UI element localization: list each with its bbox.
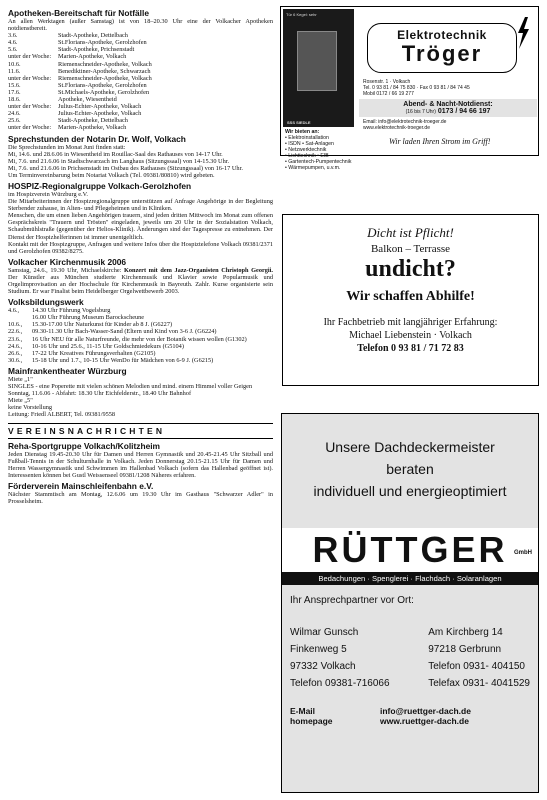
ad-headline-4: Wir schaffen Abhilfe!	[346, 289, 475, 304]
troeger-notdienst	[359, 99, 537, 117]
door-intercom-image	[297, 31, 337, 91]
apotheke-date: unter der Woche:	[8, 74, 52, 82]
apotheke-date: 10.6.	[8, 60, 21, 68]
hospiz-text: im Hospizverein Würzburg e.V. Die Mitarbeiterinnen der Hospizregionalgruppe unterstützen auf Anfrage Angehörige in der Begleitung Sterbender zuhause, in Alten- und Pflegeheimen und in Kliniken. Menschen, die um einen lieben Angehörigen trauern, sind jeden dritten Mittwoch im Monat zum offenen Gesprächskreis "Trauern und Trösten" eingeladen, jeweils um 20 Uhr in der Sozialstation Volkach, Schaubmühlstraße (gegenüber der Helios-Klinik). Änderungen sind der Tagespresse zu entnehmen. Der Dienst der Hospizhelferinnen ist immer unentgeltlich. Kontakt mit der Hospizgruppe, Anfragen und weitere Infos über die Hospiztelefone Volkach 09381/2371 und Gerolzhofen 09382/8275.	[8, 190, 273, 255]
vereinsnachrichten-divider: VEREINSNACHRICHTEN	[8, 423, 273, 439]
vhs-event: 15.30-17.00 Uhr Naturkunst für Kinder ab 8 J. (G6227)	[32, 321, 173, 329]
vhs-title: Volksbildungswerk	[8, 297, 84, 308]
troeger-address: Rosenstr. 1 · Volkach	[363, 79, 411, 85]
apotheke-name: Julius-Echter-Apotheke, Volkach	[58, 110, 142, 118]
apotheke-row	[8, 103, 273, 110]
vhs-date: 4.6.,	[8, 307, 20, 315]
ruettger-contact-title: Ihr Ansprechpartner vor Ort:	[290, 595, 414, 606]
vhs-event: 14.30 Uhr Führung Vogelsburg	[32, 307, 111, 315]
vhs-date: 10.6.,	[8, 321, 23, 329]
ruettger-logo	[282, 528, 538, 572]
ad-headline-3: undicht?	[365, 256, 456, 282]
vhs-event: 15-18 Uhr und 1.7., 10-15 Uhr WenDo für Mädchen von 6-9 J. (G6215)	[32, 356, 214, 364]
troeger-logo	[367, 23, 517, 73]
hospiz-title: HOSPIZ-Regionalgruppe Volkach-Gerolzhofen	[8, 180, 192, 191]
apotheke-row	[8, 89, 273, 96]
ad-text-1: Ihr Fachbetrieb mit langjähriger Erfahrung:	[323, 317, 498, 328]
ruettger-contact-line: Am Kirchberg 14	[428, 627, 503, 638]
vhs-row	[8, 336, 273, 343]
apotheke-row	[8, 110, 273, 117]
troeger-logo-line2: Tröger	[401, 41, 483, 66]
ruettger-services-bar: Bedachungen · Spenglerei · Flachdach · Solaranlagen	[282, 572, 538, 585]
service-item: • Netzwerktechnik	[285, 147, 327, 153]
reha-title: Reha-Sportgruppe Volkach/Kolitzheim	[8, 440, 161, 451]
vhs-event: 17-22 Uhr Kreatives Führungsverhalten (G2105)	[32, 349, 156, 357]
troeger-web: www.elektrotechnik-troeger.de	[363, 125, 430, 131]
left-column	[8, 6, 273, 505]
ad-headline-2: Balkon – Terrasse	[370, 243, 451, 255]
reha-text: Jeden Dienstag 19.45-20.30 Uhr für Damen und Herren Gymnastik und 20.45-21.45 Uhr Sitzball und Fußball-Tennis in der Schulturnhalle in Volkach. Jeden Donnerstag 20.15-21.15 Uhr für Damen und Herren Wassergymnastik und Schwimmen im Hallenbad Volkach (sofern das Hallenbad geöffnet ist). Interessenten können bei Gustl Weissenseel 09381/1208 Näheres erfahren.	[8, 450, 273, 479]
vhs-row	[8, 350, 273, 357]
notdienst-number: 0173 / 94 66 197	[437, 108, 491, 115]
ruettger-ad	[281, 413, 539, 793]
services-list	[285, 135, 385, 171]
notdienst-hours: (16 bis 7 Uhr)	[405, 109, 436, 115]
service-item: • Elektroinstallation	[285, 135, 329, 141]
ruettger-web-row	[290, 716, 530, 726]
kirchenmusik-text	[8, 267, 273, 295]
troeger-photo-caption: Tür 6 Kegel: sehr	[286, 12, 317, 17]
service-label: Netzwerktechnik	[288, 147, 327, 153]
apotheke-date: 17.6.	[8, 88, 21, 96]
apotheke-name: St.Florians-Apotheke, Gerolzhofen	[58, 81, 147, 89]
service-label: Elektroinstallation	[288, 135, 329, 141]
apotheke-row	[8, 82, 273, 89]
apotheke-date: 25.6.	[8, 117, 21, 125]
troeger-info	[359, 9, 537, 146]
apotheke-row	[8, 117, 273, 124]
troeger-photo	[283, 9, 354, 127]
vhs-event: 09.30-11.30 Uhr Bach-Wasser-Sand (Eltern und Kind von 3-6 J. (G6224)	[32, 328, 217, 336]
foerder-title: Förderverein Mainschleifenbahn e.V.	[8, 480, 154, 491]
theater-title: Mainfrankentheater Würzburg	[8, 365, 127, 376]
apotheke-row	[8, 53, 273, 60]
apotheke-name: St.Florians-Apotheke, Gerolzhofen	[58, 39, 147, 47]
kirchenmusik-title: Volkacher Kirchenmusik 2006	[8, 256, 127, 267]
ruettger-gmbh: GmbH	[514, 550, 532, 556]
vhs-row	[8, 314, 273, 321]
ruettger-header	[282, 414, 538, 528]
vhs-date: 30.6.,	[8, 356, 23, 364]
apotheke-row	[8, 39, 273, 46]
notdienst-title: Abend- & Nacht-Notdienst:	[403, 101, 493, 108]
apotheke-date: 24.6.	[8, 110, 21, 118]
vhs-event: 16.00 Uhr Führung Museum Barockscheune	[32, 314, 145, 322]
ruettger-email-label: E-Mail	[290, 706, 316, 716]
ruettger-email-row	[290, 706, 530, 716]
apotheke-date: unter der Woche:	[8, 53, 52, 61]
apotheken-list	[8, 32, 273, 131]
apotheke-name: Stadt-Apotheke, Prichsenstadt	[58, 46, 135, 54]
troeger-logo-line1: Elektrotechnik	[397, 28, 487, 42]
apotheke-row	[8, 75, 273, 82]
apotheken-title: Apotheken-Bereitschaft für Notfälle	[8, 8, 149, 18]
kirchenmusik-bold: Konzert mit dem Jazz-Organisten Christoph Georgii.	[124, 266, 273, 274]
service-item: • ISDN • Sat-Anlagen	[285, 141, 334, 147]
ruettger-web-label: homepage	[290, 716, 333, 726]
ruettger-contact-left	[290, 624, 390, 692]
ruettger-contact-line: Wilmar Gunsch	[290, 627, 359, 638]
troeger-email: Email: info@elektrotechnik-troeger.de	[363, 119, 447, 125]
ruettger-logo-text: RÜTTGER	[312, 529, 508, 570]
ruettger-head-3: individuell und energieoptimiert	[313, 483, 507, 499]
apotheke-date: 4.6.	[8, 39, 18, 47]
vhs-date: 22.6.,	[8, 328, 23, 336]
apotheke-row	[8, 46, 273, 53]
troeger-mobil: Mobil 0172 / 66 19 277	[363, 91, 414, 97]
apotheke-row	[8, 68, 273, 75]
vhs-row	[8, 343, 273, 350]
service-item: • Gartentech-Pumpentechnik	[285, 159, 352, 165]
vhs-date	[8, 314, 32, 321]
apotheke-name: Stadt-Apotheke, Dettelbach	[58, 117, 128, 125]
apotheke-date: 15.6.	[8, 81, 21, 89]
ruettger-head-1: Unsere Dachdeckermeister	[325, 439, 495, 455]
troeger-phone: Tel. 0 93 81 / 84 75 830 · Fax 0 93 81 / 84 74 45	[363, 85, 470, 91]
apotheke-name: Riemenschneider-Apotheke, Volkach	[58, 74, 152, 82]
apotheke-row	[8, 96, 273, 103]
service-item: • Lichttechnik • EIB	[285, 153, 329, 159]
ruettger-contact-line: Telefon 09381-716066	[290, 678, 390, 689]
services-title: Wir bieten an:	[285, 129, 320, 135]
ruettger-head-2: beraten	[386, 461, 434, 477]
ruettger-web: www.ruettger-dach.de	[380, 716, 469, 726]
service-label: Lichttechnik • EIB	[288, 153, 329, 159]
apotheke-name: Riemenschneider-Apotheke, Volkach	[58, 60, 152, 68]
notarin-text: Die Sprechstunden im Monat Juni finden statt: Mi, 14.6. und 28.6.06 in Wiesentheid im Rouillac-Saal des Rathauses von 14-17 Uhr. Mi, 7.6. und 21.6.06 in Stadtschwarzach im Langhaus (Sitzungssaal) von 14-15.30 Uhr. Mi, 7.6. und 21.6.06 in Prichsenstadt im Ostbau des Rathauses (Sitzungssaal) von 16-17 Uhr. Um Terminvereinbarung beim Notariat Volkach (Tel. 09381/80810) wird gebeten.	[8, 143, 243, 179]
troeger-services	[285, 129, 385, 171]
apotheke-date: unter der Woche:	[8, 103, 52, 111]
apotheke-name: Stadt-Apotheke, Dettelbach	[58, 32, 128, 40]
foerder-text: Nächster Stammtisch am Montag, 12.6.06 um 19.30 Uhr im Gasthaus "Schwarzer Adler" in Prosselsheim.	[8, 490, 273, 505]
apotheke-row	[8, 124, 273, 131]
notarin-title: Sprechstunden der Notarin Dr. Wolf, Volkach	[8, 133, 186, 144]
service-label: Gartentech-Pumpentechnik	[288, 159, 352, 165]
liebenstein-ad	[282, 214, 539, 386]
apotheke-date: 5.6.	[8, 46, 18, 54]
vhs-date: 26.6.,	[8, 349, 23, 357]
ruettger-contact-line: 97332 Volkach	[290, 661, 356, 672]
ruettger-contact-right	[428, 624, 530, 692]
service-label: ISDN • Sat-Anlagen	[288, 141, 334, 147]
apotheke-name: Benediktiner-Apotheke, Schwarzach	[58, 67, 151, 75]
ruettger-contact-line: Telefon 0931- 404150	[428, 661, 525, 672]
service-item: • Wärmepumpen, u.v.m.	[285, 165, 341, 171]
lightning-icon	[515, 17, 531, 49]
ad-phone: Telefon 0 93 81 / 71 72 83	[357, 343, 464, 354]
ruettger-contact-line: Finkenweg 5	[290, 644, 347, 655]
apotheken-intro: An allen Werktagen (außer Samstag) ist von 18–20.30 Uhr eine der Volkacher Apotheken notdienstbereit.	[8, 18, 273, 33]
apotheke-name: Marien-Apotheke, Volkach	[58, 124, 127, 132]
siedle-logo: SSS SIEDLE	[287, 120, 311, 125]
ruettger-contact-line: 97218 Gerbrunn	[428, 644, 502, 655]
apotheke-name: Apotheke, Wiesentheid	[58, 96, 117, 104]
ruettger-body	[282, 585, 538, 792]
kirchenmusik-body: Der Künstler aus München studierte Kirchenmusik und Klavier sowie Popularmusik und Orgelimprovisation an der Hochschule für Kirchenmusik in Bayreuth. Zahlr. Kurse organisierte sein Studium. Er war Finalist beim Heidelberger Orgelwettbewerb 2003.	[8, 273, 273, 296]
vhs-row	[8, 328, 273, 335]
vhs-row	[8, 357, 273, 364]
vhs-row	[8, 321, 273, 328]
apotheke-row	[8, 32, 273, 39]
apotheke-name: St.Michaels-Apotheke, Gerolzhofen	[58, 88, 150, 96]
ad-headline-1: Dicht ist Pflicht!	[367, 225, 454, 240]
vhs-list	[8, 307, 273, 364]
apotheke-date: 11.6.	[8, 67, 21, 75]
vhs-event: 16 Uhr NEU für alle Naturfreunde, die mehr von der Botanik wissen wollen (G1302)	[32, 335, 247, 343]
apotheke-date: 3.6.	[8, 32, 18, 40]
vhs-date: 23.6.,	[8, 335, 23, 343]
vhs-event: 10-16 Uhr und 25.6., 11-15 Uhr Goldschmiedekurs (G5104)	[32, 342, 184, 350]
kirchenmusik-lead: Samstag, 24.6., 19.30 Uhr, Michaelskirche:	[8, 266, 125, 274]
apotheke-row	[8, 61, 273, 68]
apotheke-name: Marien-Apotheke, Volkach	[58, 53, 127, 61]
apotheke-name: Julius-Echter-Apotheke, Volkach	[58, 103, 142, 111]
apotheke-date: 18.6.	[8, 96, 21, 104]
theater-text: Miete „1" SINGLES - eine Poperette mit vielen schönen Melodien und mind. einem Himmel voller Geigen Sonntag, 11.6.06 - Abfahrt: 18.30 Uhr Eichfelderstr., 18.40 Uhr Bahnhof Miete „5" keine Vorstellung Leitung: Friedl ALBERT, Tel. 09381/9558	[8, 375, 253, 419]
service-label: Wärmepumpen, u.v.m.	[288, 165, 341, 171]
troeger-ad	[280, 6, 539, 171]
ruettger-email: info@ruettger-dach.de	[380, 706, 471, 716]
vhs-row	[8, 307, 273, 314]
ad-text-2: Michael Liebenstein · Volkach	[349, 330, 472, 341]
apotheke-date: unter der Woche:	[8, 124, 52, 132]
ruettger-contact-line: Telefax 0931- 4041529	[428, 678, 530, 689]
troeger-slogan: Wir laden Ihren Strom im Griff!	[389, 137, 491, 146]
vhs-date: 24.6.,	[8, 342, 23, 350]
